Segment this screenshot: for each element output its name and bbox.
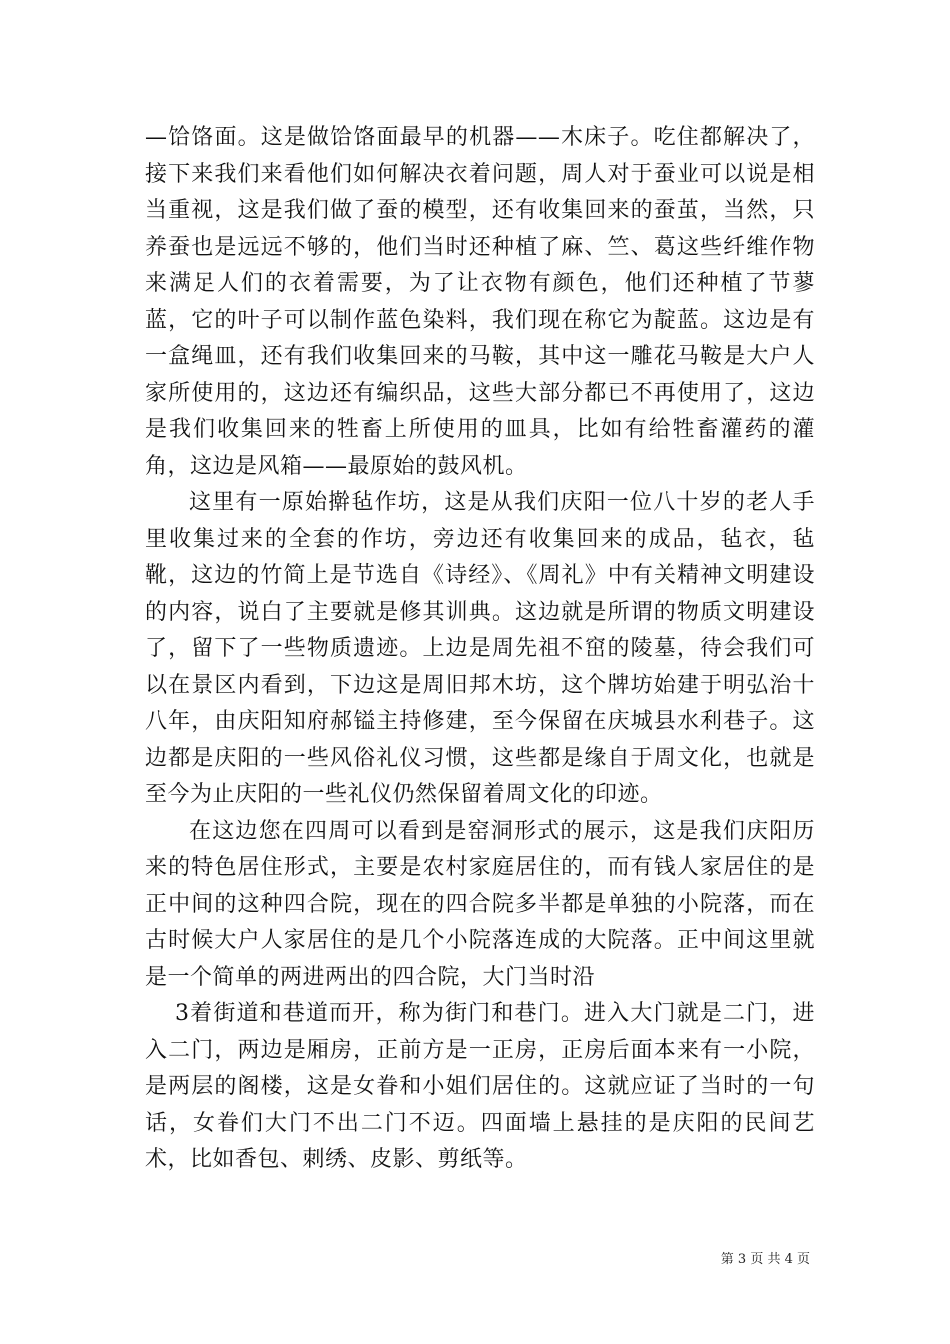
paragraph-2: 这里有一原始擀毡作坊，这是从我们庆阳一位八十岁的老人手里收集过来的全套的作坊，旁边还有收集回来的成品，毡衣，毡靴，这边的竹简上是节选自《诗经》、《周礼》中有关精神文明建设的内容，说白了主要就是修其训典。这边就是所谓的物质文明建设了，留下了一些物质遗迹。上边是周先祖不窋的陵墓，待会我们可以在景区内看到，下边这是周旧邦木坊，这个牌坊始建于明弘治十八年，由庆阳知府郝镒主持修建，至今保留在庆城县水利巷子。这边都是庆阳的一些风俗礼仪习惯，这些都是缘自于周文化，也就是至今为止庆阳的一些礼仪仍然保留着周文化的印迹。 bbox=[145, 490, 815, 807]
paragraph-4: 3着街道和巷道而开，称为街门和巷门。进入大门就是二门，进入二门，两边是厢房，正前方是一正房，正房后面本来有一小院，是两层的阁楼，这是女眷和小姐们居住的。这就应证了当时的一句话，女眷们大门不出二门不迈。四面墙上悬挂的是庆阳的民间艺术，比如香包、刺绣、皮影、剪纸等。 bbox=[145, 1001, 815, 1172]
paragraph-1: —饸饹面。这是做饸饹面最早的机器——木床子。吃住都解决了，接下来我们来看他们如何解决衣着问题，周人对于蚕业可以说是相当重视，这是我们做了蚕的模型，还有收集回来的蚕茧，当然，只养蚕也是远远不够的，他们当时还种植了麻、竺、葛这些纤维作物来满足人们的衣着需要，为了让衣物有颜色，他们还种植了节蓼蓝，它的叶子可以制作蓝色染料，我们现在称它为靛蓝。这边是有一盒绳皿，还有我们收集回来的马鞍，其中这一雕花马鞍是大户人家所使用的，这边还有编织品，这些大部分都已不再使用了，这边是我们收集回来的牲畜上所使用的皿具，比如有给牲畜灌药的灌角，这边是风箱——最原始的鼓风机。 bbox=[145, 125, 815, 479]
paragraph-3: 在这边您在四周可以看到是窑洞形式的展示，这是我们庆阳历来的特色居住形式，主要是农村家庭居住的，而有钱人家居住的是正中间的这种四合院，现在的四合院多半都是单独的小院落，而在古时候大户人家居住的是几个小院落连成的大院落。正中间这里就是一个简单的两进两出的四合院，大门当时沿 bbox=[145, 818, 815, 990]
page-number-footer: 第 3 页 共 4 页 bbox=[720, 1252, 810, 1267]
document-body bbox=[145, 120, 815, 1179]
